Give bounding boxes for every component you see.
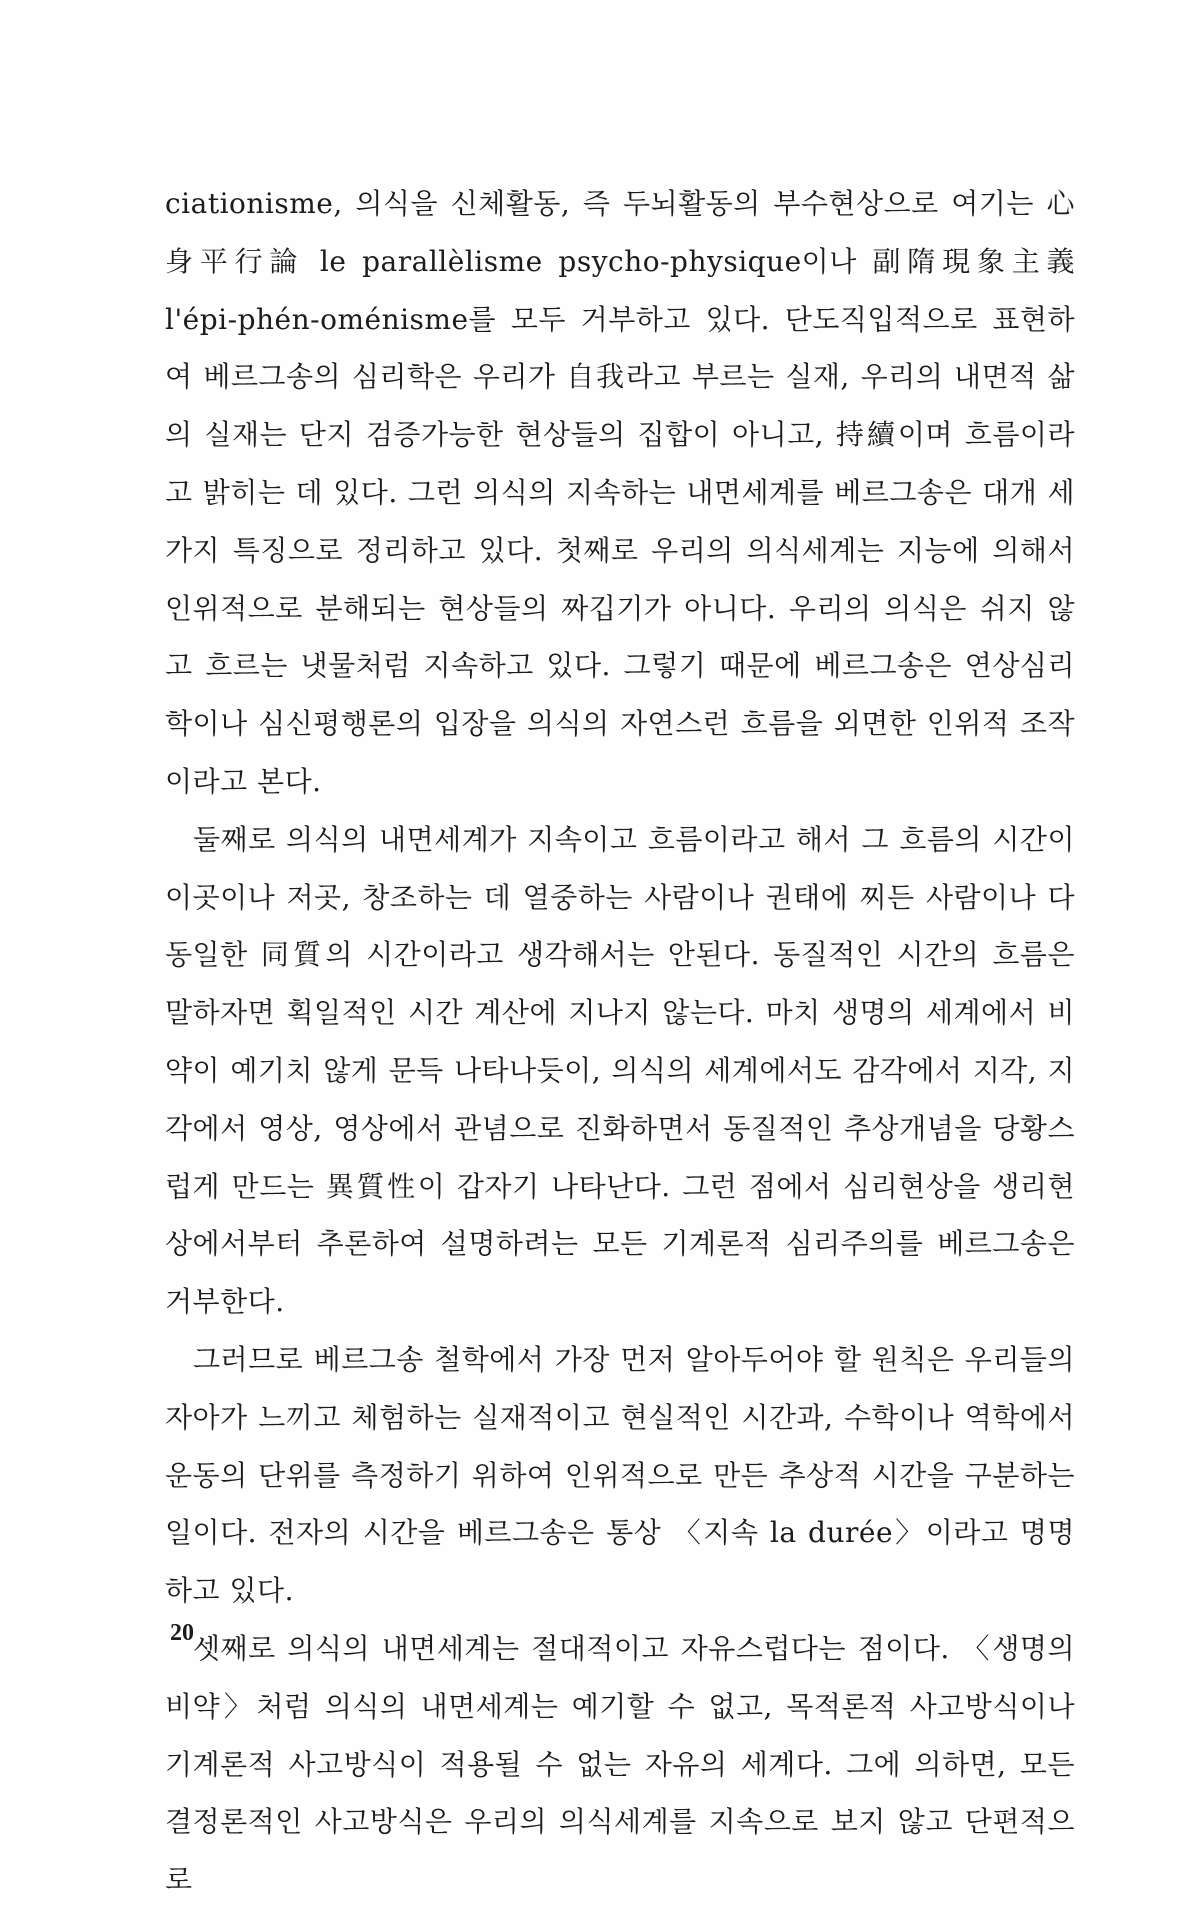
page-number: 20 xyxy=(170,1620,194,1646)
paragraph: ciationisme, 의식을 신체활동, 즉 두뇌활동의 부수현상으로 여기는 心身平行論 le parallèlisme psycho-physique이나 副隋現象主義 l'épi-phén-oménisme를 모두 거부하고 있다. 단도직입적으로 표현하여 베르그송의 심리학은 우리가 自我라고 부르는 실재, 우리의 내면적 삶의 실재는 단지 검증가능한 현상들의 집합이 아니고, 持續이며 흐름이라고 밝히는 데 있다. 그런 의식의 지속하는 내면세계를 베르그송은 대개 세 가지 특징으로 정리하고 있다. 첫째로 우리의 의식세계는 지능에 의해서 인위적으로 분해되는 현상들의 짜깁기가 아니다. 우리의 의식은 쉬지 않고 흐르는 냇물처럼 지속하고 있다. 그렇기 때문에 베르그송은 연상심리학이나 심신평행론의 입장을 의식의 자연스런 흐름을 외면한 인위적 조작이라고 본다. xyxy=(165,187,1075,798)
paragraph: 그러므로 베르그송 철학에서 가장 먼저 알아두어야 할 원칙은 우리들의 자아가 느끼고 체험하는 실재적이고 현실적인 시간과, 수학이나 역학에서 운동의 단위를 측정하기 위하여 인위적으로 만든 추상적 시간을 구분하는 일이다. 전자의 시간을 베르그송은 통상 〈지속 la durée〉이라고 명명하고 있다. xyxy=(165,1342,1075,1608)
paragraph: 둘째로 의식의 내면세계가 지속이고 흐름이라고 해서 그 흐름의 시간이 이곳이나 저곳, 창조하는 데 열중하는 사람이나 권태에 찌든 사람이나 다 동일한 同質의 시간이라고 생각해서는 안된다. 동질적인 시간의 흐름은 말하자면 획일적인 시간 계산에 지나지 않는다. 마치 생명의 세계에서 비약이 예기치 않게 문득 나타나듯이, 의식의 세계에서도 감각에서 지각, 지각에서 영상, 영상에서 관념으로 진화하면서 동질적인 추상개념을 당황스럽게 만드는 異質性이 갑자기 나타난다. 그런 점에서 심리현상을 생리현상에서부터 추론하여 설명하려는 모든 기계론적 심리주의를 베르그송은 거부한다. xyxy=(165,822,1075,1319)
paragraph: 셋째로 의식의 내면세계는 절대적이고 자유스럽다는 점이다. 〈생명의 비약〉처럼 의식의 내면세계는 예기할 수 없고, 목적론적 사고방식이나 기계론적 사고방식이 적용될 수 없는 자유의 세계다. 그에 의하면, 모든 결정론적인 사고방식은 우리의 의식세계를 지속으로 보지 않고 단편적으로 xyxy=(165,1631,1075,1897)
body-text xyxy=(165,175,1075,1909)
